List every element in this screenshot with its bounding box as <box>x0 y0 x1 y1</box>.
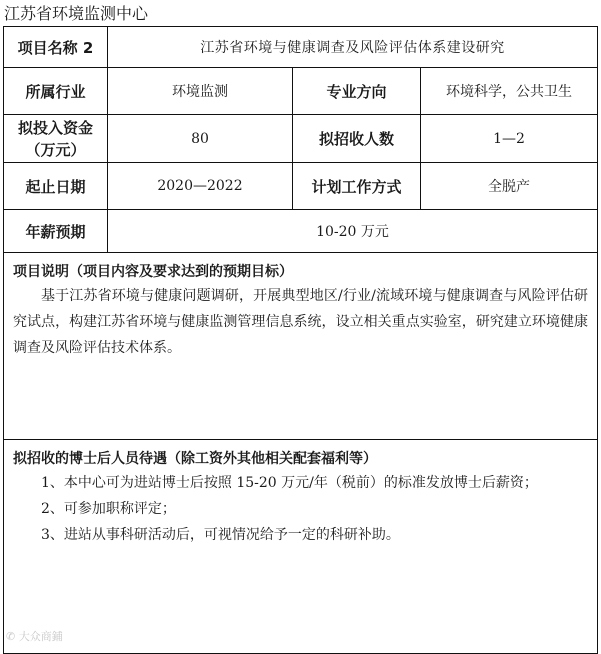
funding-label <box>4 115 108 163</box>
funding-label-line2: （万元） <box>25 140 86 159</box>
description-section <box>4 253 598 440</box>
funding-value: 80 <box>108 115 293 163</box>
benefit-item-3: 3、进站从事科研活动后，可视情况给予一定的科研补助。 <box>41 527 400 543</box>
recruit-label: 拟招收人数 <box>293 115 421 163</box>
period-label: 起止日期 <box>4 163 108 210</box>
salary-value: 10-20 万元 <box>108 210 598 253</box>
watermark <box>6 628 63 644</box>
recruit-value: 1—2 <box>421 115 598 163</box>
period-value: 2020—2022 <box>108 163 293 210</box>
funding-label-line1: 拟投入资金 <box>17 118 93 137</box>
work-mode-value: 全脱产 <box>421 163 598 210</box>
project-name-value: 江苏省环境与健康调查及风险评估体系建设研究 <box>108 27 598 68</box>
direction-value: 环境科学，公共卫生 <box>421 68 598 115</box>
watermark-text: 大众商鋪 <box>18 630 63 643</box>
row-funding <box>4 115 598 163</box>
row-project-name <box>4 27 598 68</box>
row-salary <box>4 210 598 253</box>
description-heading: 项目说明（项目内容及要求达到的预期目标） <box>13 264 293 280</box>
page-title: 江苏省环境监测中心 <box>4 4 149 23</box>
direction-label: 专业方向 <box>293 68 421 115</box>
row-description <box>4 253 598 440</box>
benefit-item-2: 2、可参加职称评定； <box>41 501 176 517</box>
industry-value: 环境监测 <box>108 68 293 115</box>
salary-label: 年薪预期 <box>4 210 108 253</box>
benefits-heading: 拟招收的博士后人员待遇（除工资外其他相关配套福利等） <box>13 451 377 467</box>
benefits-section <box>4 440 598 654</box>
project-info-table <box>3 26 598 654</box>
project-name-label: 项目名称 2 <box>4 27 108 68</box>
row-industry <box>4 68 598 115</box>
description-body: 基于江苏省环境与健康问题调研，开展典型地区/行业/流域环境与健康调查与风险评估研究试点，构建江苏省环境与健康监测管理信息系统，设立相关重点实验室，研究建立环境健康调查及风险评估技术体系。 <box>13 288 589 356</box>
industry-label: 所属行业 <box>4 68 108 115</box>
row-period <box>4 163 598 210</box>
benefit-item-1: 1、本中心可为进站博士后按照 15-20 万元/年（税前）的标准发放博士后薪资； <box>41 475 538 491</box>
work-mode-label: 计划工作方式 <box>293 163 421 210</box>
row-benefits <box>4 440 598 654</box>
watermark-icon: ✆ <box>6 630 19 643</box>
